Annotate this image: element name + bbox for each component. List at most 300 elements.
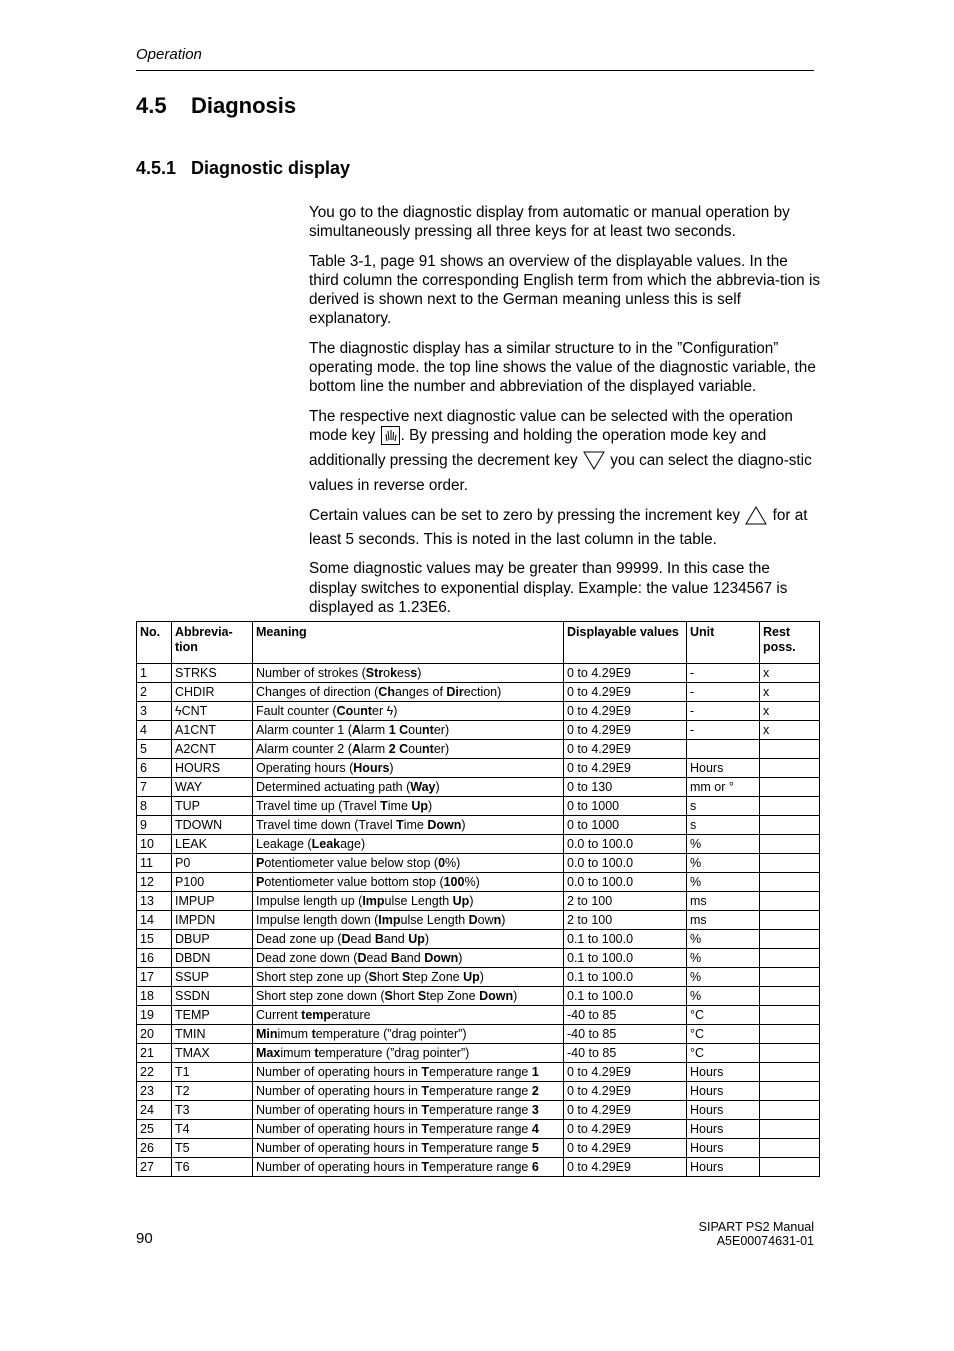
meaning-segment: otentiometer value bottom stop (	[264, 875, 444, 889]
meaning-segment: ead	[350, 932, 375, 946]
meaning-bold-segment: Down	[427, 818, 462, 832]
meaning-bold-segment: T	[396, 818, 404, 832]
cell-displayable-values: 0 to 4.29E9	[564, 740, 687, 759]
meaning-bold-segment: B	[390, 951, 400, 965]
table-row	[137, 1044, 820, 1063]
meaning-segment: )	[469, 894, 474, 908]
cell-abbreviation: SSDN	[172, 987, 253, 1006]
meaning-segment: )	[428, 799, 433, 813]
meaning-segment: tep Zone	[410, 970, 464, 984]
table-row	[137, 759, 820, 778]
table-row	[137, 930, 820, 949]
cell-abbreviation: T2	[172, 1082, 253, 1101]
meaning-segment: )	[513, 989, 518, 1003]
cell-meaning	[253, 930, 564, 949]
table-row	[137, 721, 820, 740]
cell-displayable-values: 0 to 4.29E9	[564, 1063, 687, 1082]
cell-unit: Hours	[687, 759, 760, 778]
cell-unit: %	[687, 930, 760, 949]
meaning-segment: )	[435, 780, 440, 794]
cell-meaning	[253, 721, 564, 740]
cell-reset-possible	[760, 740, 820, 759]
paragraph-1: You go to the diagnostic display from automatic or manual operation by simultaneously pressing all three keys for at least two seconds.	[309, 204, 790, 241]
table-row	[137, 968, 820, 987]
cell-meaning	[253, 1006, 564, 1025]
meaning-segment: emperature range	[429, 1141, 532, 1155]
meaning-segment: Current	[256, 1008, 302, 1022]
cell-abbreviation: TMAX	[172, 1044, 253, 1063]
cell-reset-possible	[760, 1025, 820, 1044]
meaning-bold-segment: Imp	[362, 894, 385, 908]
cell-unit: °C	[687, 1025, 760, 1044]
meaning-segment: age)	[340, 837, 366, 851]
meaning-bold-segment: T	[380, 799, 388, 813]
meaning-segment: Travel time down (Travel	[256, 818, 397, 832]
cell-unit: Hours	[687, 1120, 760, 1139]
cell-no: 27	[137, 1158, 172, 1177]
cell-unit: -	[687, 683, 760, 702]
cell-displayable-values: 0 to 4.29E9	[564, 721, 687, 740]
meaning-bold-segment: nt	[422, 742, 434, 756]
cell-no: 1	[137, 664, 172, 683]
cell-displayable-values: 2 to 100	[564, 911, 687, 930]
cell-unit: s	[687, 816, 760, 835]
cell-abbreviation: P100	[172, 873, 253, 892]
cell-no: 26	[137, 1139, 172, 1158]
cell-displayable-values: 0 to 1000	[564, 816, 687, 835]
cell-abbreviation: TUP	[172, 797, 253, 816]
paragraph-5-part-b: for at least 5 seconds. This is noted in the last column in the table.	[309, 506, 808, 549]
meaning-segment: Number of operating hours in	[256, 1160, 422, 1174]
meaning-segment: )	[461, 818, 466, 832]
meaning-segment: ulse Length	[384, 894, 453, 908]
cell-unit: -	[687, 702, 760, 721]
meaning-bold-segment: D	[341, 932, 351, 946]
cell-abbreviation: TEMP	[172, 1006, 253, 1025]
cell-meaning	[253, 835, 564, 854]
table-row	[137, 664, 820, 683]
cell-displayable-values: 0 to 4.29E9	[564, 1139, 687, 1158]
meaning-segment: and	[399, 951, 425, 965]
cell-abbreviation: ϟCNT	[172, 702, 253, 721]
cell-abbreviation: IMPDN	[172, 911, 253, 930]
meaning-bold-segment: A	[351, 742, 361, 756]
cell-unit: %	[687, 968, 760, 987]
meaning-bold-segment: 5	[531, 1141, 539, 1155]
cell-meaning	[253, 778, 564, 797]
meaning-segment: Number of operating hours in	[256, 1103, 422, 1117]
cell-unit: Hours	[687, 1101, 760, 1120]
cell-reset-possible	[760, 949, 820, 968]
header-no: No.	[137, 622, 172, 664]
cell-reset-possible	[760, 892, 820, 911]
cell-meaning	[253, 1120, 564, 1139]
meaning-bold-segment: Co	[336, 704, 354, 718]
header-meaning: Meaning	[253, 622, 564, 664]
cell-unit: s	[687, 797, 760, 816]
cell-displayable-values: 0 to 1000	[564, 797, 687, 816]
meaning-segment: )	[458, 951, 463, 965]
meaning-bold-segment: Min	[256, 1027, 278, 1041]
meaning-bold-segment: nt	[360, 704, 373, 718]
cell-unit: Hours	[687, 1139, 760, 1158]
cell-abbreviation: T4	[172, 1120, 253, 1139]
meaning-segment: emperature (”drag pointer”)	[318, 1046, 470, 1060]
table-row	[137, 854, 820, 873]
meaning-bold-segment: T	[421, 1103, 430, 1117]
paragraph-4	[309, 407, 821, 495]
cell-no: 24	[137, 1101, 172, 1120]
cell-reset-possible	[760, 1101, 820, 1120]
cell-meaning	[253, 1158, 564, 1177]
meaning-segment: er ϟ)	[372, 704, 398, 718]
meaning-segment: Leakage (	[256, 837, 312, 851]
cell-no: 4	[137, 721, 172, 740]
meaning-bold-segment: 2 C	[388, 742, 409, 756]
meaning-bold-segment: Up	[408, 932, 425, 946]
meaning-bold-segment: Down	[424, 951, 459, 965]
cell-unit: ms	[687, 892, 760, 911]
cell-reset-possible	[760, 1139, 820, 1158]
meaning-segment: ection)	[463, 685, 502, 699]
subsection-title: Diagnostic display	[191, 158, 351, 178]
cell-abbreviation: DBDN	[172, 949, 253, 968]
cell-meaning	[253, 892, 564, 911]
cell-unit: Hours	[687, 1063, 760, 1082]
cell-displayable-values: 0 to 4.29E9	[564, 664, 687, 683]
meaning-bold-segment: Way	[410, 780, 436, 794]
meaning-segment: Number of operating hours in	[256, 1122, 422, 1136]
cell-no: 6	[137, 759, 172, 778]
paragraph-3: The diagnostic display has a similar structure to in the ”Configuration” operating mode. the top line shows the value of the diagnostic variable, the bottom line the number and abbreviation of the displayed variable.	[309, 339, 816, 396]
meaning-bold-segment: Ch	[378, 685, 395, 699]
cell-displayable-values: 0.1 to 100.0	[564, 949, 687, 968]
cell-reset-possible	[760, 873, 820, 892]
cell-no: 11	[137, 854, 172, 873]
section-heading	[136, 93, 296, 119]
cell-no: 13	[137, 892, 172, 911]
cell-meaning	[253, 987, 564, 1006]
meaning-segment: Number of operating hours in	[256, 1065, 422, 1079]
cell-no: 3	[137, 702, 172, 721]
cell-reset-possible: x	[760, 683, 820, 702]
meaning-bold-segment: 100	[443, 875, 465, 889]
meaning-bold-segment: S	[401, 970, 411, 984]
meaning-segment: Number of operating hours in	[256, 1084, 422, 1098]
paragraph-5	[309, 505, 821, 550]
cell-displayable-values: 0 to 4.29E9	[564, 1158, 687, 1177]
meaning-segment: Alarm counter 1 (	[256, 723, 352, 737]
meaning-bold-segment: Imp	[378, 913, 401, 927]
meaning-bold-segment: T	[421, 1122, 430, 1136]
cell-unit: °C	[687, 1044, 760, 1063]
table-row	[137, 1158, 820, 1177]
cell-reset-possible	[760, 1006, 820, 1025]
meaning-bold-segment: 1	[531, 1065, 539, 1079]
triangle-up-icon	[745, 505, 767, 530]
manual-id: A5E00074631-01	[716, 1234, 814, 1248]
cell-displayable-values: 0 to 4.29E9	[564, 1120, 687, 1139]
cell-no: 5	[137, 740, 172, 759]
cell-meaning	[253, 968, 564, 987]
meaning-segment: u	[353, 704, 361, 718]
cell-reset-possible: x	[760, 702, 820, 721]
cell-reset-possible	[760, 1044, 820, 1063]
meaning-bold-segment: Dir	[446, 685, 464, 699]
header-abbreviation: Abbrevia-tion	[172, 622, 253, 664]
meaning-segment: hort	[376, 970, 402, 984]
meaning-segment: ime	[403, 818, 428, 832]
meaning-bold-segment: Str	[365, 666, 384, 680]
cell-no: 8	[137, 797, 172, 816]
table-row	[137, 683, 820, 702]
paragraph-4-part-b: . By pressing and holding the operation mode key and additionally pressing the decrement key	[309, 426, 767, 470]
cell-reset-possible: x	[760, 721, 820, 740]
meaning-bold-segment: k	[390, 666, 398, 680]
meaning-segment: )	[424, 932, 430, 946]
cell-meaning	[253, 949, 564, 968]
table-header-row	[137, 622, 820, 664]
cell-abbreviation: T6	[172, 1158, 253, 1177]
paragraph-2: Table 3-1, page 91 shows an overview of the displayable values. In the third column the corresponding English term from which the abbrevia-tion is derived is shown next to the German meaning unless this is self explanatory.	[309, 252, 820, 328]
cell-displayable-values: 0 to 4.29E9	[564, 1101, 687, 1120]
cell-displayable-values: 0.1 to 100.0	[564, 930, 687, 949]
meaning-segment: )	[389, 761, 394, 775]
meaning-segment: ead	[366, 951, 391, 965]
cell-no: 23	[137, 1082, 172, 1101]
meaning-bold-segment: P	[256, 856, 265, 870]
meaning-bold-segment: 6	[531, 1160, 539, 1174]
cell-reset-possible	[760, 778, 820, 797]
cell-reset-possible	[760, 854, 820, 873]
table-row	[137, 873, 820, 892]
cell-unit: %	[687, 835, 760, 854]
running-header: Operation	[136, 46, 202, 63]
cell-abbreviation: HOURS	[172, 759, 253, 778]
cell-meaning	[253, 1082, 564, 1101]
meaning-segment: larm	[360, 723, 389, 737]
cell-reset-possible	[760, 1082, 820, 1101]
meaning-bold-segment: Leak	[311, 837, 341, 851]
cell-displayable-values: 0 to 4.29E9	[564, 1082, 687, 1101]
table-row	[137, 949, 820, 968]
meaning-segment: emperature range	[429, 1065, 532, 1079]
cell-meaning	[253, 816, 564, 835]
cell-no: 22	[137, 1063, 172, 1082]
meaning-segment: larm	[360, 742, 389, 756]
meaning-segment: ow	[477, 913, 494, 927]
meaning-segment: %)	[464, 875, 480, 889]
meaning-bold-segment: 1 C	[388, 723, 409, 737]
cell-abbreviation: TDOWN	[172, 816, 253, 835]
cell-reset-possible	[760, 968, 820, 987]
cell-meaning	[253, 854, 564, 873]
meaning-segment: Number of operating hours in	[256, 1141, 422, 1155]
meaning-segment: Fault counter (	[256, 704, 337, 718]
cell-meaning	[253, 702, 564, 721]
paragraph-4-part-c: you can select the diagno-stic values in reverse order.	[309, 452, 812, 494]
cell-meaning	[253, 1044, 564, 1063]
meaning-bold-segment: B	[374, 932, 384, 946]
cell-reset-possible	[760, 797, 820, 816]
cell-no: 20	[137, 1025, 172, 1044]
table-row	[137, 911, 820, 930]
cell-meaning	[253, 1101, 564, 1120]
cell-reset-possible	[760, 1063, 820, 1082]
meaning-segment: tep Zone	[426, 989, 480, 1003]
header-reset-possible: Rest poss.	[760, 622, 820, 664]
meaning-segment: )	[479, 970, 484, 984]
meaning-segment: Short step zone down (	[256, 989, 385, 1003]
section-number: 4.5	[136, 93, 167, 118]
cell-no: 2	[137, 683, 172, 702]
cell-abbreviation: STRKS	[172, 664, 253, 683]
section-title: Diagnosis	[191, 93, 297, 118]
paragraph-6: Some diagnostic values may be greater than 99999. In this case the display switches to exponential display. Example: the value 1234567 is displayed as 1.23E6.	[309, 560, 788, 617]
triangle-down-icon	[583, 450, 605, 475]
page-number: 90	[136, 1230, 153, 1247]
cell-meaning	[253, 1025, 564, 1044]
meaning-bold-segment: 3	[531, 1103, 539, 1117]
cell-unit: -	[687, 664, 760, 683]
cell-meaning	[253, 664, 564, 683]
cell-unit: -	[687, 721, 760, 740]
cell-abbreviation: CHDIR	[172, 683, 253, 702]
meaning-segment: erature	[331, 1008, 371, 1022]
cell-no: 18	[137, 987, 172, 1006]
cell-unit: °C	[687, 1006, 760, 1025]
cell-unit: %	[687, 873, 760, 892]
meaning-bold-segment: T	[421, 1141, 430, 1155]
cell-abbreviation: T5	[172, 1139, 253, 1158]
meaning-bold-segment: 2	[531, 1084, 539, 1098]
cell-reset-possible: x	[760, 664, 820, 683]
cell-unit: %	[687, 949, 760, 968]
meaning-segment: o	[383, 666, 391, 680]
meaning-bold-segment: Up	[411, 799, 429, 813]
cell-no: 16	[137, 949, 172, 968]
cell-reset-possible	[760, 759, 820, 778]
diagnostic-values-table	[136, 621, 820, 1177]
cell-meaning	[253, 759, 564, 778]
cell-displayable-values: 0.0 to 100.0	[564, 835, 687, 854]
cell-displayable-values: -40 to 85	[564, 1025, 687, 1044]
cell-reset-possible	[760, 930, 820, 949]
table-row	[137, 1082, 820, 1101]
header-unit: Unit	[687, 622, 760, 664]
table-row	[137, 797, 820, 816]
table-row	[137, 816, 820, 835]
footer-manual-info	[699, 1220, 814, 1248]
cell-unit: ms	[687, 911, 760, 930]
cell-unit: Hours	[687, 1158, 760, 1177]
meaning-segment: Dead zone up (	[256, 932, 342, 946]
meaning-segment: Dead zone down (	[256, 951, 358, 965]
table-row	[137, 835, 820, 854]
cell-abbreviation: T1	[172, 1063, 253, 1082]
cell-abbreviation: DBUP	[172, 930, 253, 949]
cell-reset-possible	[760, 987, 820, 1006]
table-row	[137, 778, 820, 797]
meaning-bold-segment: A	[351, 723, 361, 737]
cell-meaning	[253, 911, 564, 930]
cell-abbreviation: WAY	[172, 778, 253, 797]
meaning-segment: er)	[433, 742, 450, 756]
meaning-segment: Changes of direction (	[256, 685, 379, 699]
meaning-segment: Impulse length down (	[256, 913, 379, 927]
meaning-bold-segment: Hours	[353, 761, 390, 775]
table-row	[137, 987, 820, 1006]
cell-displayable-values: -40 to 85	[564, 1044, 687, 1063]
cell-unit: %	[687, 987, 760, 1006]
meaning-bold-segment: Down	[479, 989, 514, 1003]
meaning-segment: anges of	[394, 685, 447, 699]
meaning-bold-segment: t	[314, 1046, 319, 1060]
meaning-bold-segment: T	[421, 1065, 430, 1079]
meaning-bold-segment: t	[311, 1027, 316, 1041]
meaning-bold-segment: D	[357, 951, 367, 965]
meaning-segment: ou	[408, 723, 423, 737]
cell-displayable-values: -40 to 85	[564, 1006, 687, 1025]
hand-key-icon	[381, 426, 400, 450]
cell-reset-possible	[760, 1158, 820, 1177]
paragraph-4-part-a: The respective next diagnostic value can be selected with the operation mode key	[309, 407, 793, 444]
cell-no: 10	[137, 835, 172, 854]
cell-no: 17	[137, 968, 172, 987]
cell-abbreviation: LEAK	[172, 835, 253, 854]
meaning-segment: %)	[445, 856, 461, 870]
meaning-bold-segment: T	[421, 1160, 430, 1174]
meaning-segment: Operating hours (	[256, 761, 354, 775]
cell-unit: %	[687, 854, 760, 873]
meaning-segment: emperature range	[429, 1103, 532, 1117]
meaning-bold-segment: S	[368, 970, 377, 984]
manual-title: SIPART PS2 Manual	[698, 1220, 814, 1234]
meaning-segment: emperature (”drag pointer”)	[315, 1027, 467, 1041]
cell-displayable-values: 0.0 to 100.0	[564, 854, 687, 873]
meaning-bold-segment: 4	[531, 1122, 539, 1136]
cell-unit: mm or °	[687, 778, 760, 797]
meaning-segment: ou	[408, 742, 423, 756]
meaning-bold-segment: Up	[463, 970, 480, 984]
subsection-number: 4.5.1	[136, 158, 177, 178]
meaning-segment: and	[383, 932, 409, 946]
meaning-segment: )	[417, 666, 422, 680]
cell-no: 15	[137, 930, 172, 949]
cell-displayable-values: 0 to 4.29E9	[564, 683, 687, 702]
table-row	[137, 1101, 820, 1120]
table-row	[137, 702, 820, 721]
meaning-bold-segment: temp	[301, 1008, 332, 1022]
meaning-segment: )	[501, 913, 506, 927]
cell-no: 21	[137, 1044, 172, 1063]
meaning-segment: imum	[280, 1046, 315, 1060]
cell-reset-possible	[760, 816, 820, 835]
subsection-heading	[136, 158, 350, 179]
cell-abbreviation: TMIN	[172, 1025, 253, 1044]
cell-no: 25	[137, 1120, 172, 1139]
cell-reset-possible	[760, 1120, 820, 1139]
meaning-segment: Short step zone up (	[256, 970, 369, 984]
cell-displayable-values: 0.0 to 100.0	[564, 873, 687, 892]
cell-meaning	[253, 683, 564, 702]
cell-meaning	[253, 797, 564, 816]
meaning-bold-segment: S	[417, 989, 427, 1003]
meaning-bold-segment: nt	[422, 723, 434, 737]
header-rule	[136, 70, 814, 71]
meaning-segment: Impulse length up (	[256, 894, 363, 908]
meaning-segment: emperature range	[429, 1160, 532, 1174]
